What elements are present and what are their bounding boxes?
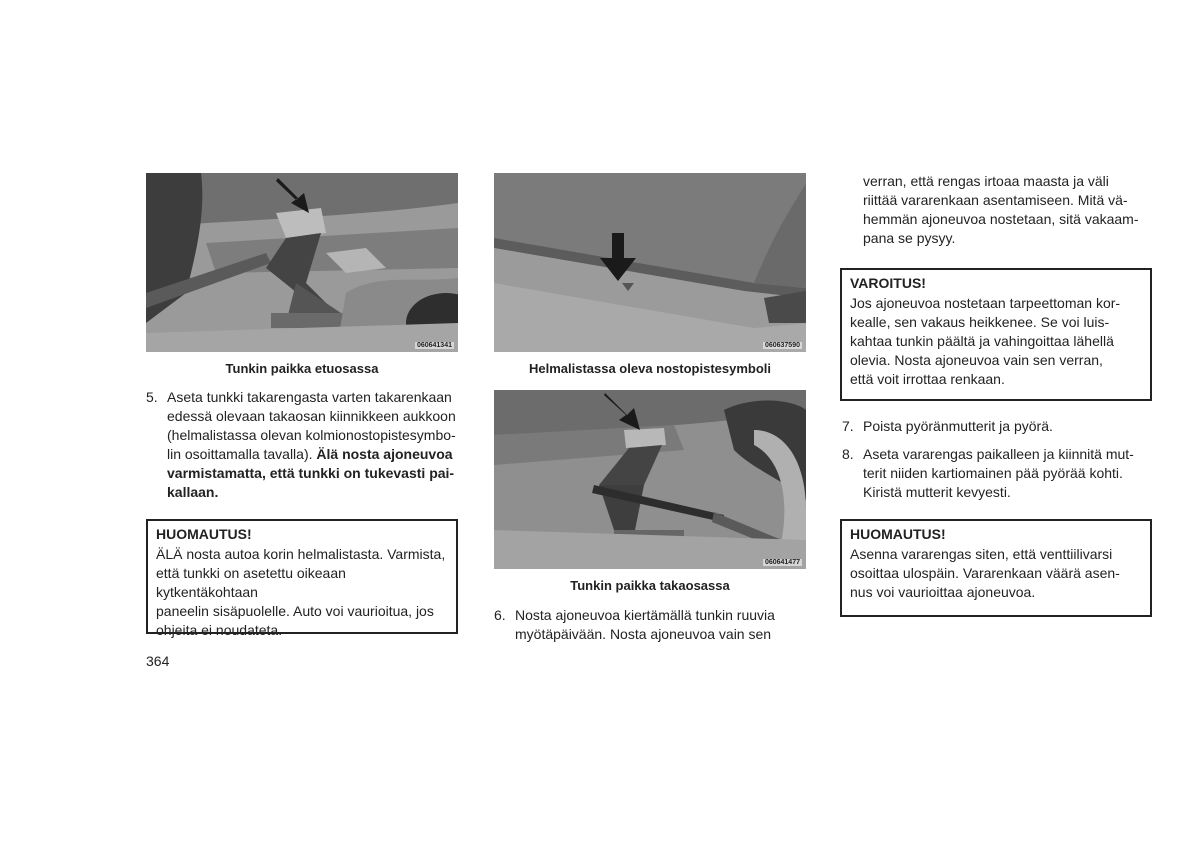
figure-code: 060641341: [416, 342, 452, 349]
step-number: 8.: [842, 446, 854, 462]
notice-box-huomautus: [146, 519, 458, 638]
notice-title: HUOMAUTUS!: [850, 526, 946, 542]
step-8: [842, 445, 1152, 502]
step-number: 6.: [494, 607, 506, 623]
notice-line: Asenna vararengas siten, että venttiilivarsi: [850, 546, 1113, 562]
step-line: Kiristä mutterit kevyesti.: [863, 484, 1011, 500]
step-line-bold: Älä nosta ajoneuvoa: [316, 446, 453, 462]
notice-line: että tunkki on asetettu oikeaan kytkentäkohtaan: [156, 565, 346, 600]
step-number: 7.: [842, 418, 854, 434]
step-line: Poista pyöränmutterit ja pyörä.: [863, 418, 1053, 434]
sill-symbol-illustration: [494, 173, 806, 352]
figure-front-jack-photo: [146, 173, 458, 352]
notice-body: [156, 545, 448, 640]
step-line: Aseta tunkki takarengasta varten takarenkaan: [167, 389, 452, 405]
step-text: [515, 606, 806, 644]
warning-box-varoitus: [840, 268, 1152, 401]
notice-line: paneelin sisäpuolelle. Auto voi vaurioitua, jos: [156, 603, 434, 619]
step-line-bold: varmistamatta, että tunkki on tukevasti pai-: [167, 465, 455, 481]
figure-caption: Tunkin paikka takaosassa: [570, 578, 730, 593]
step-line: myötäpäivään. Nosta ajoneuvoa vain sen: [515, 626, 772, 642]
notice-box-huomautus: [840, 519, 1152, 617]
step-line-normal: lin osoittamalla tavalla).: [167, 446, 317, 462]
warning-line: että voit irrottaa renkaan.: [850, 371, 1005, 387]
rear-jack-illustration: [494, 390, 806, 569]
step-line-bold: kallaan.: [167, 484, 219, 500]
step-6: [494, 606, 806, 644]
step-line: verran, että rengas irtoaa maasta ja väli: [863, 173, 1109, 189]
step-text: [863, 445, 1152, 502]
figure-sill-symbol-photo: [494, 173, 806, 352]
step-line: Nosta ajoneuvoa kiertämällä tunkin ruuvia: [515, 607, 775, 623]
page-number: 364: [146, 653, 170, 669]
warning-title: VAROITUS!: [850, 275, 926, 291]
step-line: (helmalistassa olevan kolmionostopistesymbo-: [167, 427, 456, 443]
warning-line: olevia. Nosta ajoneuvoa vain sen verran,: [850, 352, 1103, 368]
warning-line: kealle, sen vakaus heikkenee. Se voi luis-: [850, 314, 1110, 330]
notice-line: ÄLÄ nosta autoa korin helmalistasta. Varmista,: [156, 546, 446, 562]
step-7: [842, 417, 1152, 436]
step-number: 5.: [146, 389, 158, 405]
step-text: [863, 417, 1152, 436]
step-line: hemmän ajoneuvoa nostetaan, sitä vakaam-: [863, 211, 1139, 227]
front-jack-illustration: [146, 173, 458, 352]
figure-code: 060641477: [764, 559, 800, 566]
step-line: edessä olevaan takaosan kiinnikkeen aukkoon: [167, 408, 456, 424]
step-5: [146, 388, 458, 502]
step-line: Aseta vararengas paikalleen ja kiinnitä mut-: [863, 446, 1134, 462]
figure-caption: Tunkin paikka etuosassa: [225, 361, 379, 376]
notice-line: nus voi vaurioittaa ajoneuvoa.: [850, 584, 1036, 600]
step-line: pana se pysyy.: [863, 230, 956, 246]
figure-rear-jack-photo: [494, 390, 806, 569]
notice-line: ohjeita ei noudateta.: [156, 622, 283, 638]
step-line-mixed: [167, 445, 458, 464]
notice-body: [850, 545, 1142, 602]
figure-code: 060637590: [764, 342, 800, 349]
warning-line: Jos ajoneuvoa nostetaan tarpeettoman kor-: [850, 295, 1121, 311]
figure-caption: Helmalistassa oleva nostopistesymboli: [528, 361, 772, 376]
warning-body: [850, 294, 1142, 389]
warning-line: kahtaa tunkin päältä ja vahingoittaa lähellä: [850, 333, 1114, 349]
notice-line: osoittaa ulospäin. Vararenkaan väärä asen-: [850, 565, 1120, 581]
notice-title: HUOMAUTUS!: [156, 526, 252, 542]
step-6-continued: [842, 172, 1152, 248]
step-text: [863, 172, 1152, 248]
step-line: riittää vararenkaan asentamiseen. Mitä vä-: [863, 192, 1128, 208]
step-line: terit niiden kartiomainen pää pyörää kohti.: [863, 465, 1123, 481]
step-text: [167, 388, 458, 502]
